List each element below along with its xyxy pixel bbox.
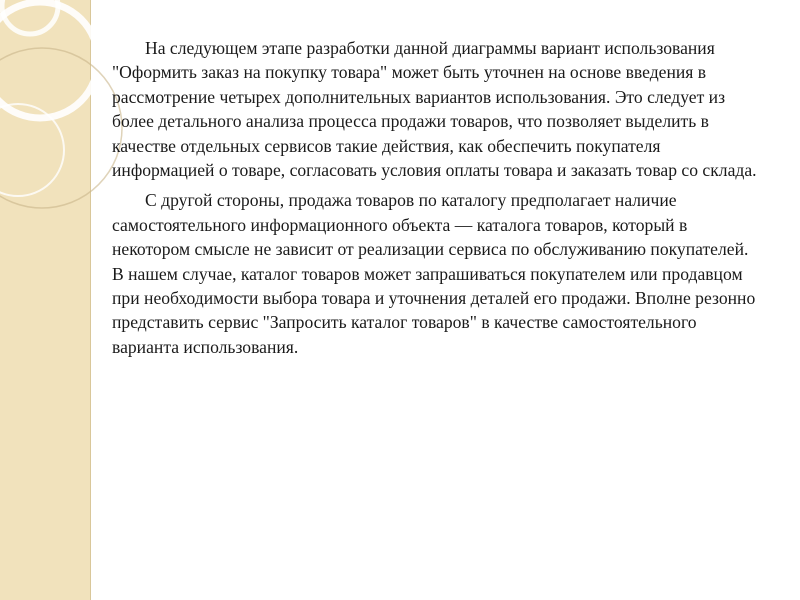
slide-text-body bbox=[112, 36, 762, 365]
paragraph-1: На следующем этапе разработки данной диаграммы вариант использования "Оформить заказ на покупку товара" может быть уточнен на основе введения в рассмотрение четырех дополнительных вариантов использования. Это следует из более детального анализа процесса продажи товаров, что позволяет выделить в качестве отдельных сервисов такие действия, как обеспечить покупателя информацией о товаре, согласовать условия оплаты товара и заказать товар со склада. bbox=[112, 38, 757, 181]
outer-ring bbox=[0, 48, 122, 208]
paragraph-2: С другой стороны, продажа товаров по каталогу предполагает наличие самостоятельного информационного объекта — каталога товаров, который в некотором смысле не зависит от реализации сервиса по обслуживанию покупателей. В нашем случае, каталог товаров может запрашиваться покупателем или продавцом при необходимости выбора товара и уточнения деталей его продажи. Вполне резонно представить сервис "Запросить каталог товаров" в качестве самостоятельного варианта использования. bbox=[112, 190, 756, 357]
